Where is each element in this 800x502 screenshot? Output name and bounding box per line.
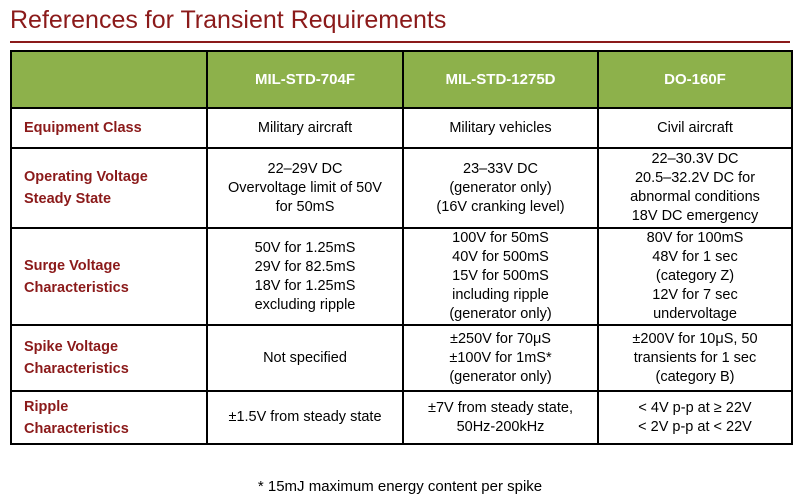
header-row xyxy=(11,51,792,108)
transient-requirements-table xyxy=(10,50,793,445)
row-label-line: Characteristics xyxy=(24,279,129,296)
column-header-mil-std-704f: MIL-STD-704F xyxy=(207,51,403,108)
footnote: * 15mJ maximum energy content per spike xyxy=(257,478,543,495)
cell-line: ±1.5V from steady state xyxy=(228,409,382,425)
cell-operating-voltage-mil-std-704f xyxy=(207,148,403,228)
cell-line: 50V for 1.25mS xyxy=(254,239,356,256)
row-label-ripple xyxy=(11,391,207,444)
row-label-surge-voltage xyxy=(11,228,207,325)
row-label-operating-voltage xyxy=(11,148,207,228)
cell-ripple-mil-std-704f xyxy=(207,391,403,444)
cell-line: 18V DC emergency xyxy=(631,208,759,224)
cell-line: Civil aircraft xyxy=(657,119,733,136)
cell-line: < 2V p-p at < 22V xyxy=(638,418,752,435)
row-label-line: Steady State xyxy=(24,191,112,207)
cell-surge-voltage-mil-std-704f xyxy=(207,228,403,325)
cell-ripple-mil-std-1275d xyxy=(403,391,598,444)
table-row-spike-voltage xyxy=(11,325,792,391)
row-label-line: Surge Voltage xyxy=(24,257,121,274)
row-label-spike-voltage xyxy=(11,325,207,391)
cell-line: < 4V p-p at ≥ 22V xyxy=(638,399,752,416)
table-row-surge-voltage xyxy=(11,228,792,325)
cell-line: ±250V for 70μS xyxy=(450,330,551,347)
cell-operating-voltage-do-160f xyxy=(598,148,792,228)
header-corner-cell xyxy=(11,51,207,108)
cell-equipment-class-do-160f xyxy=(598,108,792,148)
table-row-equipment-class xyxy=(11,108,792,148)
cell-line: 40V for 500mS xyxy=(452,249,549,265)
column-header-mil-std-1275d: MIL-STD-1275D xyxy=(403,51,598,108)
cell-line: 48V for 1 sec xyxy=(652,249,738,265)
row-label-line: Ripple xyxy=(24,398,69,415)
cell-surge-voltage-do-160f xyxy=(598,228,792,325)
cell-equipment-class-mil-std-1275d xyxy=(403,108,598,148)
cell-ripple-do-160f xyxy=(598,391,792,444)
cell-line: ±7V from steady state, xyxy=(428,399,573,416)
row-label-line: Characteristics xyxy=(24,420,129,437)
cell-line: for 50mS xyxy=(275,198,335,215)
cell-line: 22–29V DC xyxy=(267,160,343,177)
cell-equipment-class-mil-std-704f xyxy=(207,108,403,148)
row-label-equipment-class xyxy=(11,108,207,148)
cell-line: (category Z) xyxy=(655,268,735,284)
cell-line: 29V for 82.5mS xyxy=(254,258,356,275)
cell-line: (generator only) xyxy=(449,179,552,196)
cell-line: (generator only) xyxy=(449,306,552,322)
page-title: References for Transient Requirements xyxy=(10,6,447,34)
cell-line: (16V cranking level) xyxy=(436,198,565,215)
cell-line: Military aircraft xyxy=(257,119,353,136)
cell-spike-voltage-do-160f xyxy=(598,325,792,391)
row-label-line: Equipment Class xyxy=(24,120,142,136)
cell-line: undervoltage xyxy=(653,306,737,322)
cell-line: 23–33V DC xyxy=(463,160,538,177)
cell-line: including ripple xyxy=(452,287,549,303)
column-header-do-160f: DO-160F xyxy=(598,51,792,108)
row-label-line: Spike Voltage xyxy=(24,339,119,355)
cell-line: 100V for 50mS xyxy=(452,230,549,246)
cell-line: 12V for 7 sec xyxy=(652,287,738,303)
row-label-line: Operating Voltage xyxy=(24,169,148,185)
table-row-operating-voltage xyxy=(11,148,792,228)
cell-line: Military vehicles xyxy=(449,119,552,136)
cell-line: 18V for 1.25mS xyxy=(254,277,356,294)
cell-surge-voltage-mil-std-1275d xyxy=(403,228,598,325)
cell-line: ±200V for 10μS, 50 xyxy=(632,330,758,347)
cell-line: 80V for 100mS xyxy=(646,230,744,246)
cell-line: 20.5–32.2V DC for xyxy=(634,170,756,186)
table-row-ripple xyxy=(11,391,792,444)
cell-line: excluding ripple xyxy=(254,296,356,313)
cell-line: Overvoltage limit of 50V xyxy=(228,179,382,196)
cell-operating-voltage-mil-std-1275d xyxy=(403,148,598,228)
row-label-line: Characteristics xyxy=(24,361,129,377)
cell-line: abnormal conditions xyxy=(630,189,760,205)
table-body xyxy=(11,108,792,444)
cell-line: ±100V for 1mS* xyxy=(449,349,552,366)
cell-line: Not specified xyxy=(263,349,347,366)
cell-line: (category B) xyxy=(655,368,735,385)
cell-line: 15V for 500mS xyxy=(452,268,549,284)
cell-spike-voltage-mil-std-1275d xyxy=(403,325,598,391)
cell-spike-voltage-mil-std-704f xyxy=(207,325,403,391)
cell-line: transients for 1 sec xyxy=(633,349,757,366)
cell-line: 22–30.3V DC xyxy=(651,151,739,167)
title-underline xyxy=(10,41,790,43)
cell-line: 50Hz-200kHz xyxy=(456,418,545,435)
cell-line: (generator only) xyxy=(449,368,552,385)
